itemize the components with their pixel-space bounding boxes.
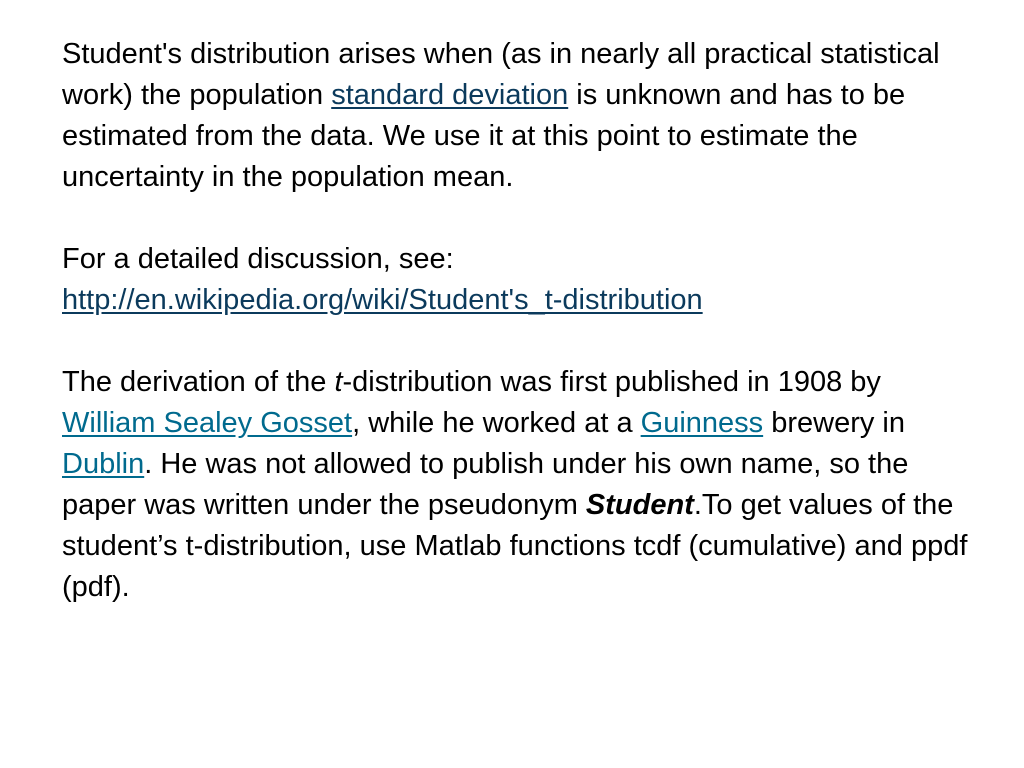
intro-text-2: is unknown and has to be estimated from the data. We use it at this point to estimate the uncertainty in the population mean. [62,79,906,193]
derivation-text-5: . He was not allowed to publish under his own name, so the paper was written under the pseudonym [62,448,909,521]
pseudonym-student: Student [585,489,694,521]
derivation-text-4: brewery in [763,407,905,439]
discussion-text: For a detailed discussion, see: [62,243,454,275]
standard-deviation-link[interactable]: standard deviation [331,79,569,111]
derivation-text-3: , while he worked at a [352,407,641,439]
wikipedia-url-link[interactable]: http://en.wikipedia.org/wiki/Student's_t-distribution [62,284,703,316]
derivation-text-6: .To get values of the student’s t-distribution, use Matlab functions tcdf (cumulative) and ppdf (pdf). [62,489,968,603]
paragraph-discussion [62,239,974,321]
derivation-text-2: -distribution was first published in 1908 by [342,366,881,398]
paragraph-spacer [62,198,974,239]
intro-text-1: Student's distribution arises when (as in nearly all practical statistical work) the population [62,38,940,111]
paragraph-derivation [62,362,974,608]
guinness-link[interactable]: Guinness [640,407,764,439]
gosset-link[interactable]: William Sealey Gosset [62,407,353,439]
derivation-text-1: The derivation of the [62,366,335,398]
paragraph-intro [62,34,974,198]
paragraph-spacer [62,321,974,362]
t-variable: t [334,366,343,398]
dublin-link[interactable]: Dublin [62,448,145,480]
